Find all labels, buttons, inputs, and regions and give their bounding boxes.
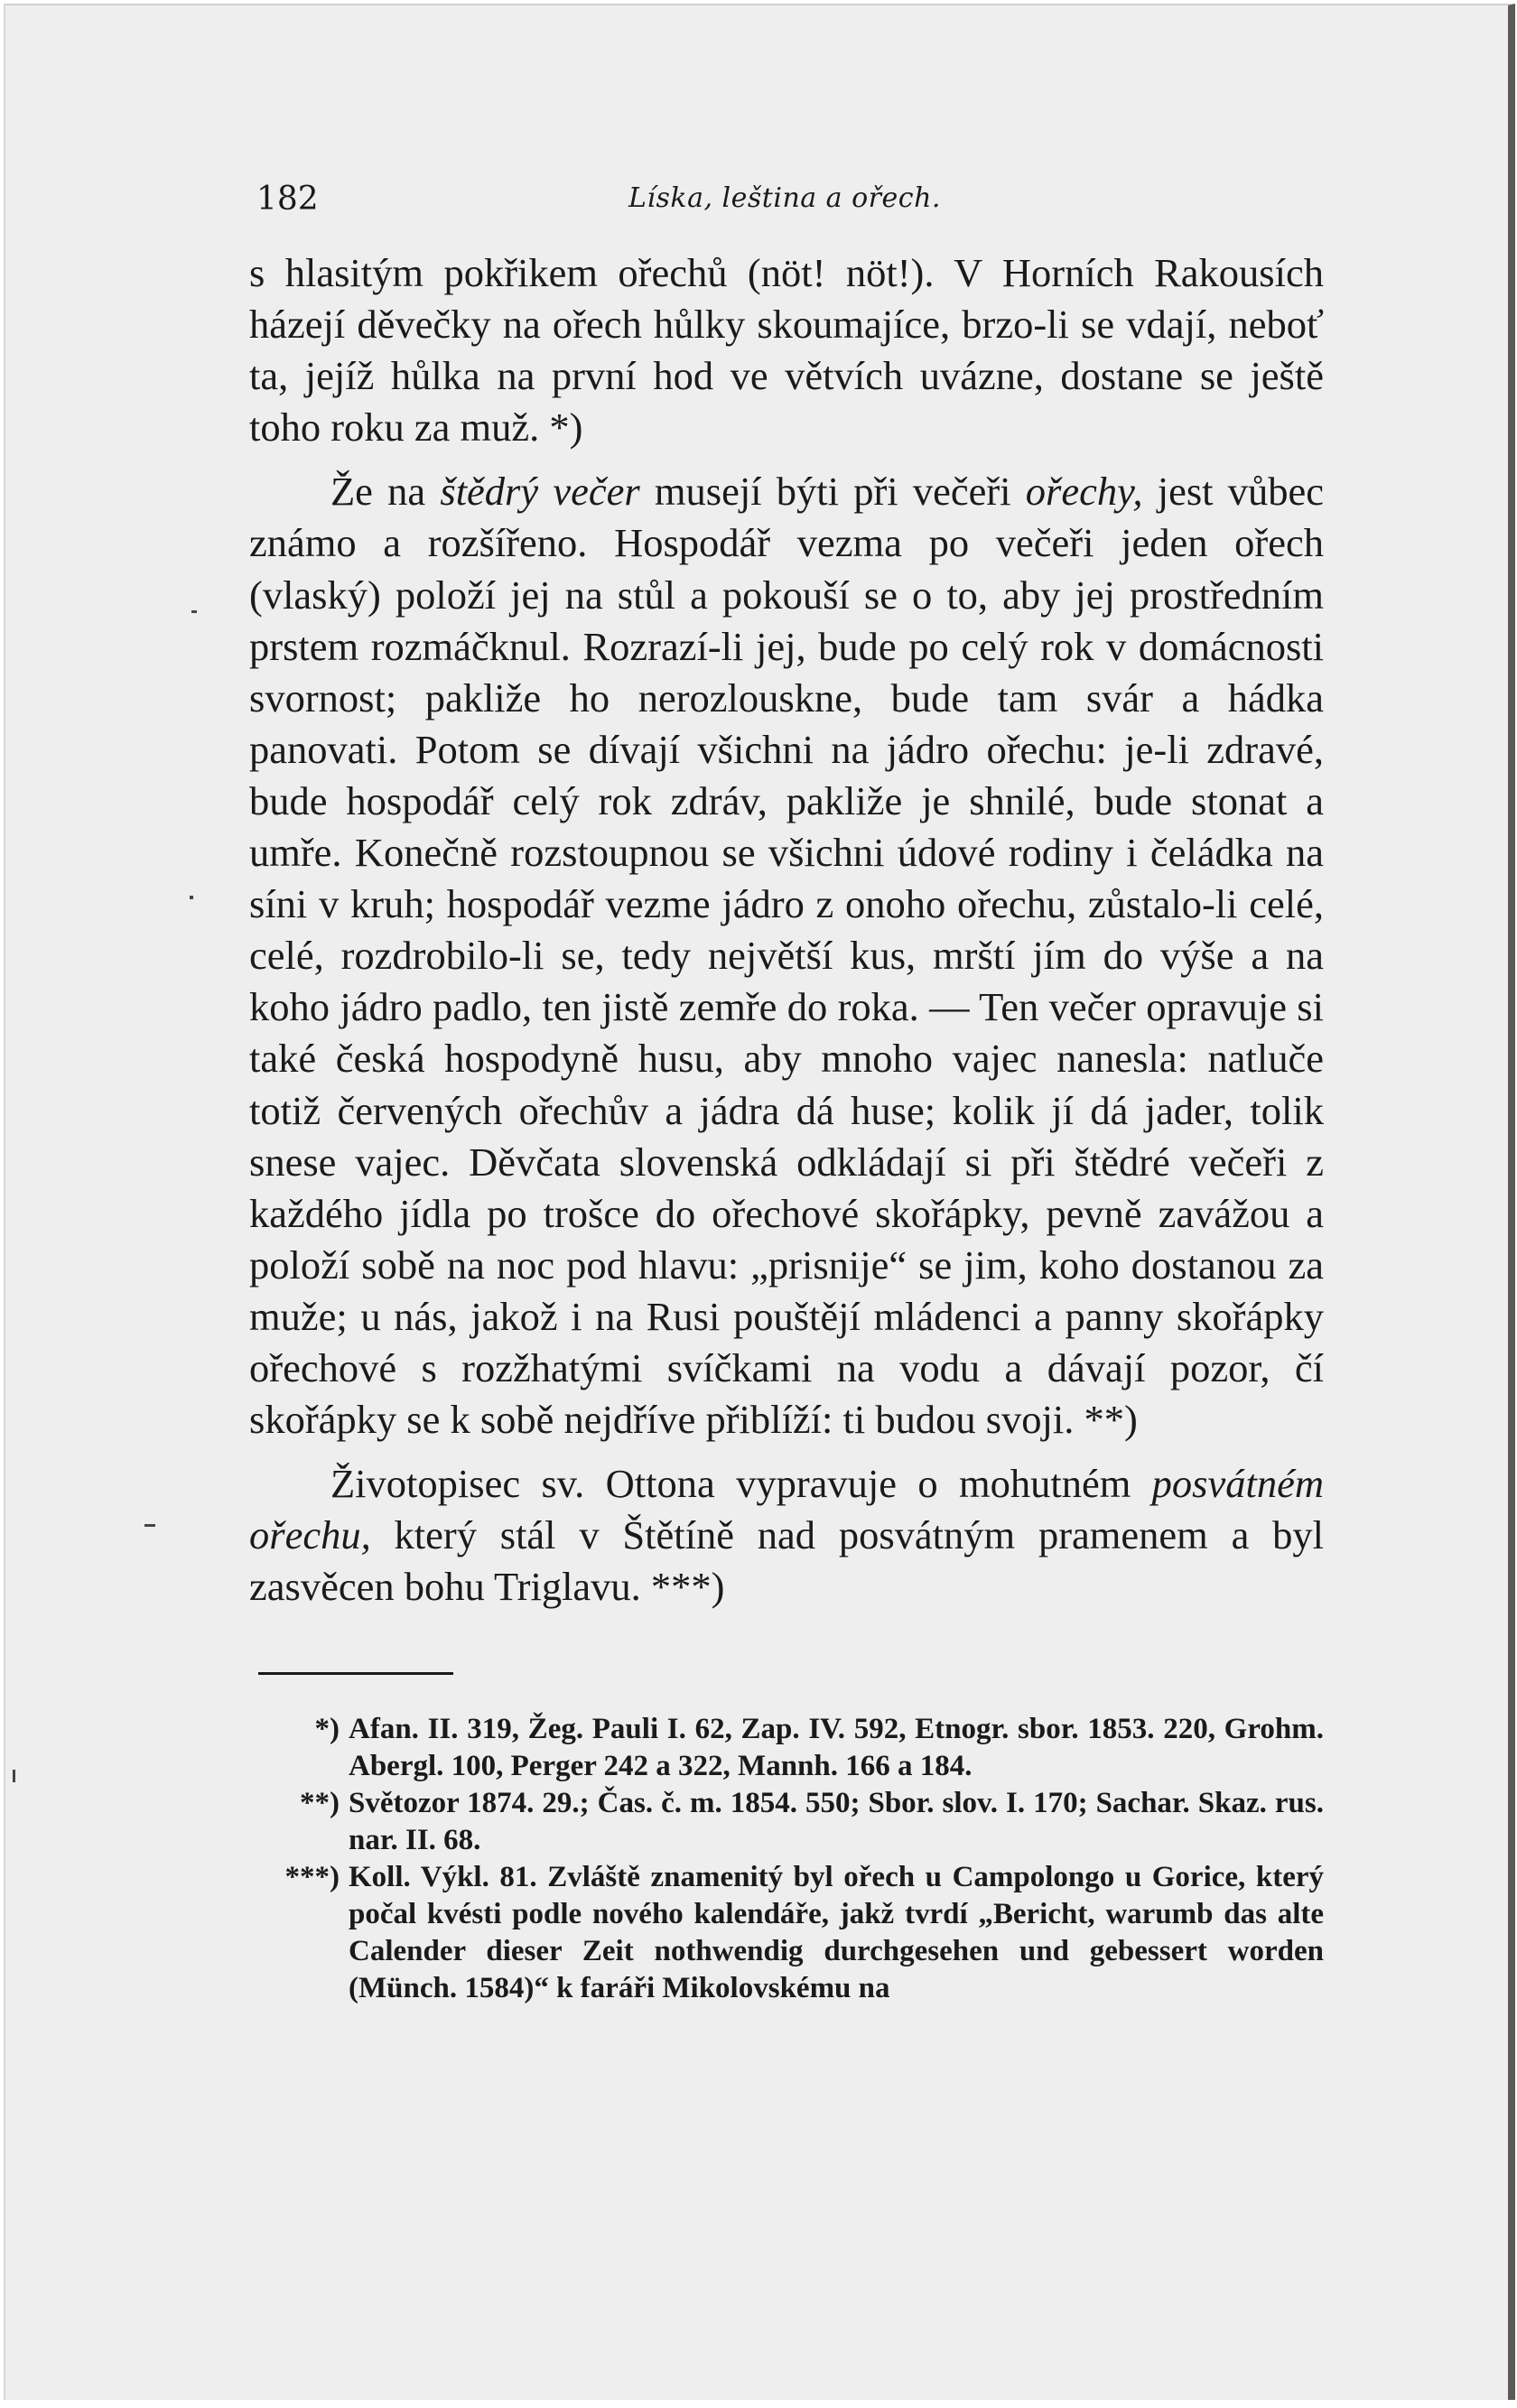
paragraph-2 — [249, 466, 1324, 1446]
footnote — [249, 1859, 1324, 2007]
paragraph-1: s hlasitým pokřikem ořechů (nöt! nöt!). V Horních Rakousích házejí děvečky na ořech hůlky skoumajíce, brzo-li se vdají, neboť ta, jejíž hůlka na první hod ve větvích uvázne, dostane se ještě toho roku za muž. *) — [249, 250, 1324, 451]
footnote-marker: ***) — [284, 1861, 340, 1894]
page-header — [249, 163, 1324, 235]
margin-speck — [13, 1770, 15, 1782]
footnote-marker: *) — [314, 1713, 340, 1746]
running-head: Líska, leština a ořech. — [628, 182, 941, 214]
paragraph-3 — [249, 1458, 1324, 1613]
book-page — [249, 163, 1324, 2007]
footnote — [249, 1785, 1324, 1859]
paragraph-3-part-a: Životopisec sv. Ottona vypravuje o mohutném — [330, 1461, 1152, 1507]
main-text — [249, 247, 1324, 1613]
footnotes — [249, 1711, 1324, 2007]
paragraph-2-part-a: Že na — [330, 469, 441, 515]
margin-speck — [190, 896, 193, 899]
footnote-text: Afan. II. 319, Žeg. Pauli I. 62, Zap. IV. 592, Etnogr. sbor. 1853. 220, Grohm. Abergl. 100, Perger 242 a 322, Mannh. 166 a 184. — [349, 1713, 1324, 1783]
footnote-marker: **) — [300, 1787, 340, 1820]
footnote-text: Světozor 1874. 29.; Čas. č. m. 1854. 550; Sbor. slov. I. 170; Sachar. Skaz. rus. nar. II. 68. — [349, 1787, 1324, 1857]
paragraph-2-emphasis-1: štědrý večer — [440, 469, 640, 515]
page-number: 182 — [256, 181, 319, 218]
footnote — [249, 1711, 1324, 1785]
footnote-text: Koll. Výkl. 81. Zvláště znamenitý byl ořech u Campolongo u Gorice, který počal kvésti podle nového kalendáře, jakž tvrdí „Bericht, warumb das alte Calender dieser Zeit nothwendig durchgesehen und gebessert worden (Münch. 1584)“ k faráři Mikolovskému na — [349, 1861, 1324, 2005]
margin-speck — [144, 1524, 155, 1527]
margin-speck — [191, 610, 197, 613]
footnote-divider — [258, 1672, 453, 1675]
paragraph-2-part-c: jest vůbec známo a rozšířeno. Hospodář vezma po večeři jeden ořech (vlaský) položí jej na stůl a pokouší se o to, aby jej prostředním prstem rozmáčknul. Rozrazí-li jej, bude po celý rok v domácnosti svornost; pakliže ho nerozlouskne, bude tam svár a hádka panovati. Potom se dívají všichni na jádro ořechu: je-li zdravé, bude hospodář celý rok zdráv, pakliže je shnilé, bude stonat a umře. Konečně rozstoupnou se všichni údové rodiny i čeládka na síni v kruh; hospodář vezme jádro z onoho ořechu, zůstalo-li celé, celé, rozdrobilo-li se, tedy největší kus, mrští jím do výše a na koho jádro padlo, ten jistě zemře do roka. — Ten večer opravuje si také česká hospodyně husu, aby mnoho vajec nanesla: natluče totiž červených ořechův a jádra dá huse; kolik jí dá jader, tolik snese vajec. Děvčata slovenská odkládají si při štědré večeři z každého jídla po trošce do ořechové skořápky, pevně zavážou a položí sobě na noc pod hlavu: „prisnije“ se jim, koho dostanou za muže; u nás, jakož i na Rusi pouštějí mládenci a panny skořápky ořechové s rozžhatými svíčkami na vodu a dávají pozor, čí skořápky se k sobě nejdříve přiblíží: ti budou svoji. **) — [249, 469, 1324, 1443]
paragraph-2-part-b: musejí býti při večeři — [639, 469, 1026, 515]
paragraph-3-part-b: který stál v Štětíně nad posvátným pramenem a byl zasvěcen bohu Triglavu. ***) — [249, 1512, 1324, 1610]
paragraph-3-emphasis: posvátném ořechu, — [249, 1461, 1324, 1558]
paragraph-2-emphasis-2: ořechy, — [1025, 469, 1143, 515]
